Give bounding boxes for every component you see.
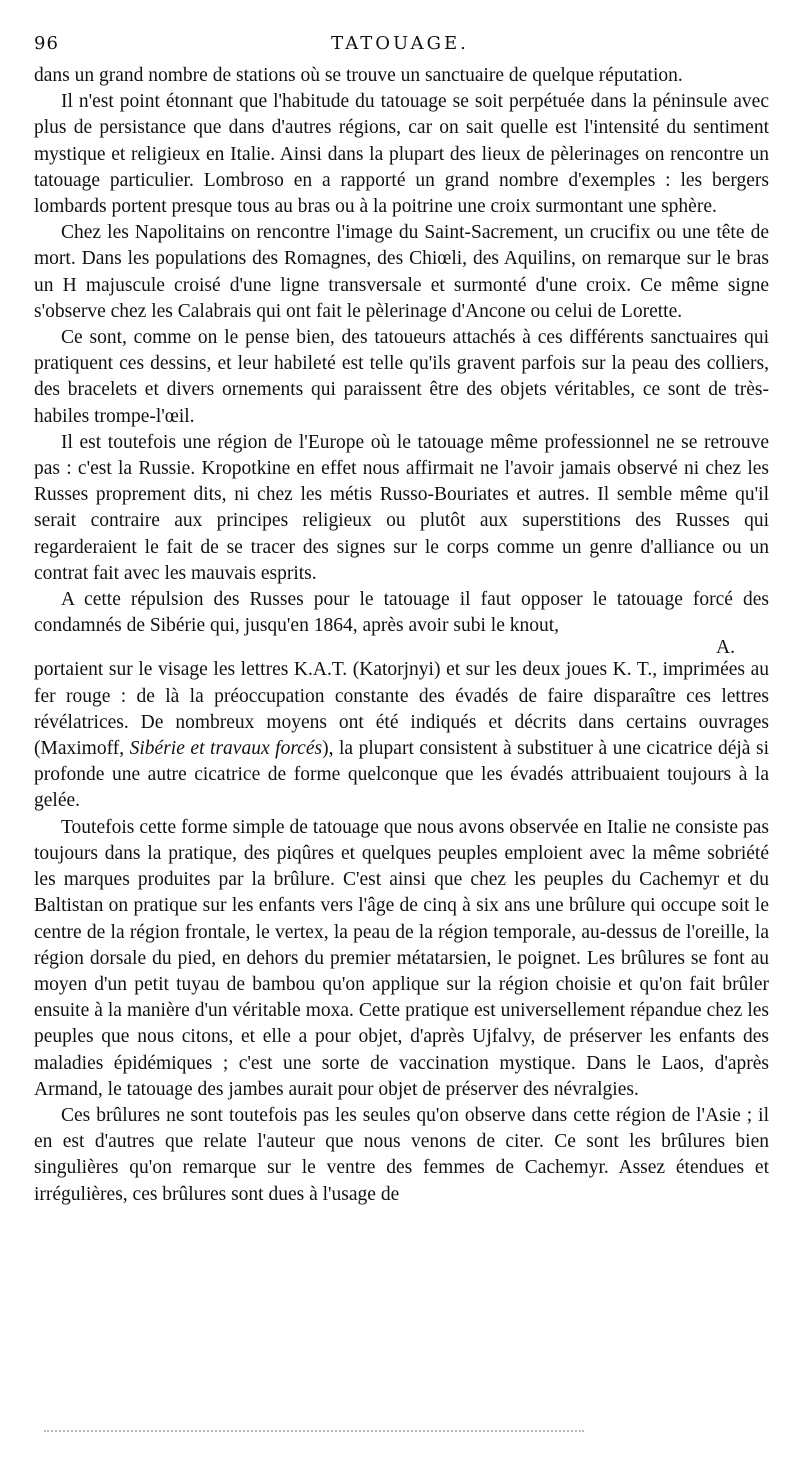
paragraph: Ces brûlures ne sont toutefois pas les seules qu'on observe dans cette région de l'Asie ; il en est d'autres que relate l'auteur que nous venons de citer. Ce sont les brûlures bien singulières qu'on remarque sur le ventre des femmes de Cachemyr. Assez étendues et irrégulières, ces brûlures sont dues à l'usage de — [34, 1104, 769, 1205]
superscript-letter: A. — [716, 637, 735, 659]
paragraph: Il n'est point étonnant que l'habitude du tatouage se soit perpétuée dans la péninsule avec plus de persistance que dans d'autres régions, car on sait quelle est l'intensité du sentiment mystique et religieux en Italie. Ainsi dans la plupart des lieux de pèlerinages on rencontre un tatouage particulier. Lombroso en a rapporté un grand nombre d'exemples : les bergers lombards portent presque tous au bras ou à la poitrine une croix surmontant une sphère. — [34, 91, 769, 218]
paragraph: Ce sont, comme on le pense bien, des tatoueurs attachés à ces différents sanctuaires qui pratiquent ces dessins, et leur habileté est telle qu'ils gravent parfois sur la peau des colliers, des bracelets et divers ornements qui paraissent être des objets véritables, ce sont de très-habiles trompe-l'œil. — [34, 327, 769, 427]
paragraph: Toutefois cette forme simple de tatouage que nous avons observée en Italie ne consiste pas toujours dans la pratique, des piqûres et quelques peuples emploient avec la même sobriété les marques produites par la brûlure. C'est ainsi que chez les peuples du Cachemyr et du Baltistan on pratique sur les enfants vers l'âge de cinq à six ans une brûlure qui occupe soit le centre de la région frontale, le vertex, la peau de la région temporale, au-dessus de l'oreille, la région dorsale du pied, en dehors du premier métatarsien, le poignet. Les brûlures se font au moyen d'un petit tuyau de bambou qu'on applique sur la région choisie et qu'on fait brûler ensuite à la manière d'un véritable moxa. Cette pratique est universellement répandue chez les peuples que nous citons, et elle a pour objet, d'après Ujfalvy, de préserver les enfants des maladies épidémiques ; c'est une sorte de vaccination mystique. Dans le Laos, d'après Armand, le tatouage des jambes aurait pour objet de préserver des névralgies. — [34, 816, 769, 1100]
paragraph: Il est toutefois une région de l'Europe où le tatouage même professionnel ne se retrouve pas : c'est la Russie. Kropotkine en effet nous affirmait ne l'avoir jamais observé ni chez les Russes proprement dits, ni chez les métis Russo-Bouriates et autres. Il semble même qu'il serait contraire aux principes religieux ou plutôt aux superstitions des Russes qui regarderaient le fait de se tracer des signes sur le corps comme un genre d'alliance ou un contrat fait avec les mauvais esprits. — [34, 431, 769, 584]
text-run: portaient sur le visage les lettres K.A.T. (Katorjnyi) et sur les deux joues K. T., imprimées au fer rouge : de là la préoccupation constante des évadés de faire disparaître ces lettres révélatrices. De nombreux moyens ont été indiqués et décrits dans certains ouvrages (Maximoff, — [34, 659, 769, 760]
page-body — [34, 63, 769, 1208]
scan-artifact-line — [44, 1430, 584, 1434]
running-header — [34, 32, 766, 56]
running-title: TATOUAGE. — [331, 33, 469, 54]
paragraph: Chez les Napolitains on rencontre l'image du Saint-Sacrement, un crucifix ou une tête de mort. Dans les populations des Romagnes, des Chiœli, des Aquilins, on remarque sur le bras un H majuscule croisé d'une ligne transversale et surmonté d'une croix. Ce même signe s'observe chez les Calabrais qui ont fait le pèlerinage d'Ancone ou celui de Lorette. — [34, 222, 769, 322]
paragraph-continued: dans un grand nombre de stations où se trouve un sanctuaire de quelque réputation. — [34, 65, 683, 86]
text-run: ), la plupart consistent à substituer à une cicatrice déjà si profonde une autre cicatrice de forme quelconque que les évadés attribuaient toujours à la gelée. — [34, 738, 770, 812]
paragraph-continued — [34, 657, 769, 814]
paragraph: A cette répulsion des Russes pour le tatouage il faut opposer le tatouage forcé des condamnés de Sibérie qui, jusqu'en 1864, après avoir subi le knout, — [34, 589, 769, 637]
book-title-italic: Sibérie et travaux forcés — [129, 738, 323, 760]
page-number: 96 — [34, 33, 59, 54]
